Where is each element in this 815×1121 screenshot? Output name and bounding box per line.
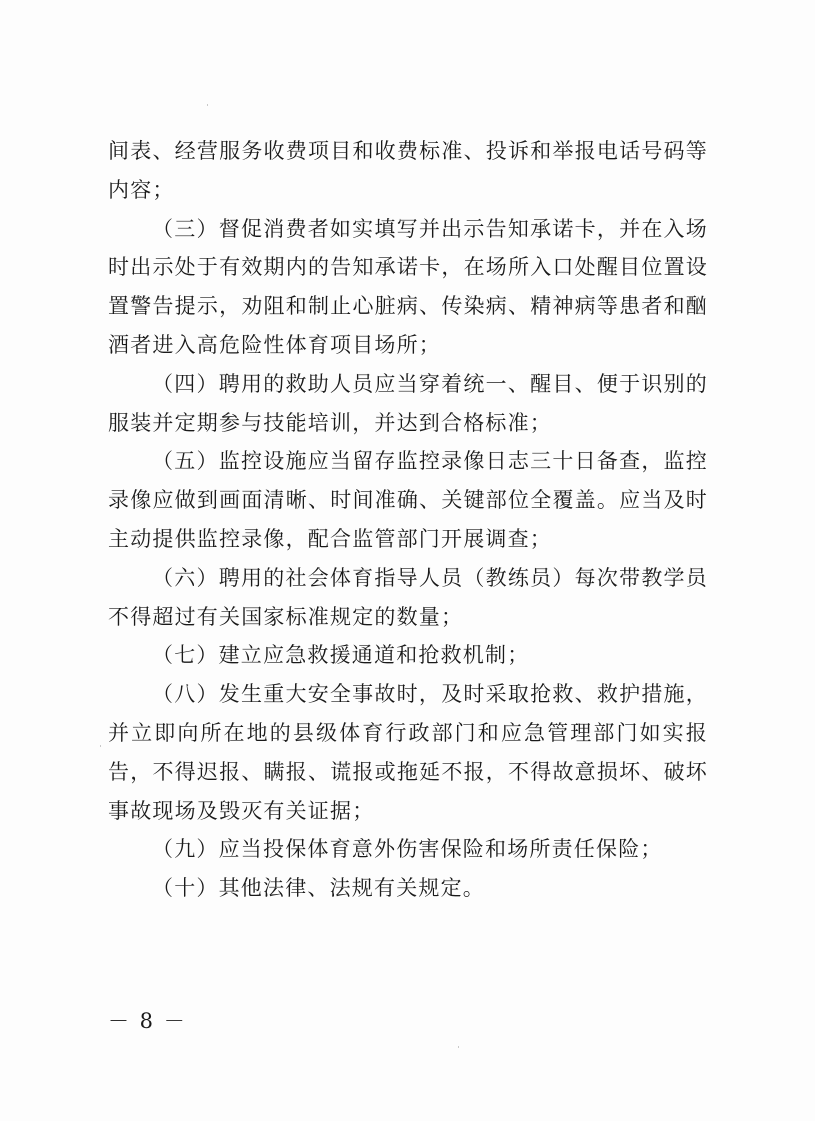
- paragraph-item-8: （八）发生重大安全事故时，及时采取抢救、救护措施，并立即向所在地的县级体育行政部门和应急管理部门如实报告，不得迟报、瞒报、谎报或拖延不报，不得故意损坏、破坏事故现场及毁灭有关证据；: [108, 682, 708, 823]
- scan-speck: [207, 104, 208, 106]
- scan-speck: [458, 1046, 459, 1048]
- paragraph-item-7: （七）建立应急救援通道和抢救机制；: [152, 643, 530, 668]
- paragraph-item-4: （四）聘用的救助人员应当穿着统一、醒目、便于识别的服装并定期参与技能培训，并达到合格标准；: [108, 371, 708, 435]
- paragraph-item-6: （六）聘用的社会体育指导人员（教练员）每次带教学员不得超过有关国家标准规定的数量；: [108, 565, 708, 629]
- paragraph-item-10: （十）其他法律、法规有关规定。: [152, 876, 485, 901]
- page-number: － 8 －: [108, 1009, 187, 1033]
- paragraph-item-3: （三）督促消费者如实填写并出示告知承诺卡，并在入场时出示处于有效期内的告知承诺卡，在场所入口处醒目位置设置警告提示，劝阻和制止心脏病、传染病、精神病等患者和酗酒者进入高危险性体育项目场所；: [108, 216, 708, 357]
- paragraph-item-5: （五）监控设施应当留存监控录像日志三十日备查，监控录像应做到画面清晰、时间准确、关键部位全覆盖。应当及时主动提供监控录像，配合监管部门开展调查；: [108, 449, 708, 551]
- paragraph-item-9: （九）应当投保体育意外伤害保险和场所责任保险；: [152, 837, 663, 862]
- document-body: [108, 132, 708, 908]
- scan-speck: [100, 745, 101, 747]
- paragraph-continuation: 间表、经营服务收费项目和收费标准、投诉和举报电话号码等内容；: [108, 139, 708, 202]
